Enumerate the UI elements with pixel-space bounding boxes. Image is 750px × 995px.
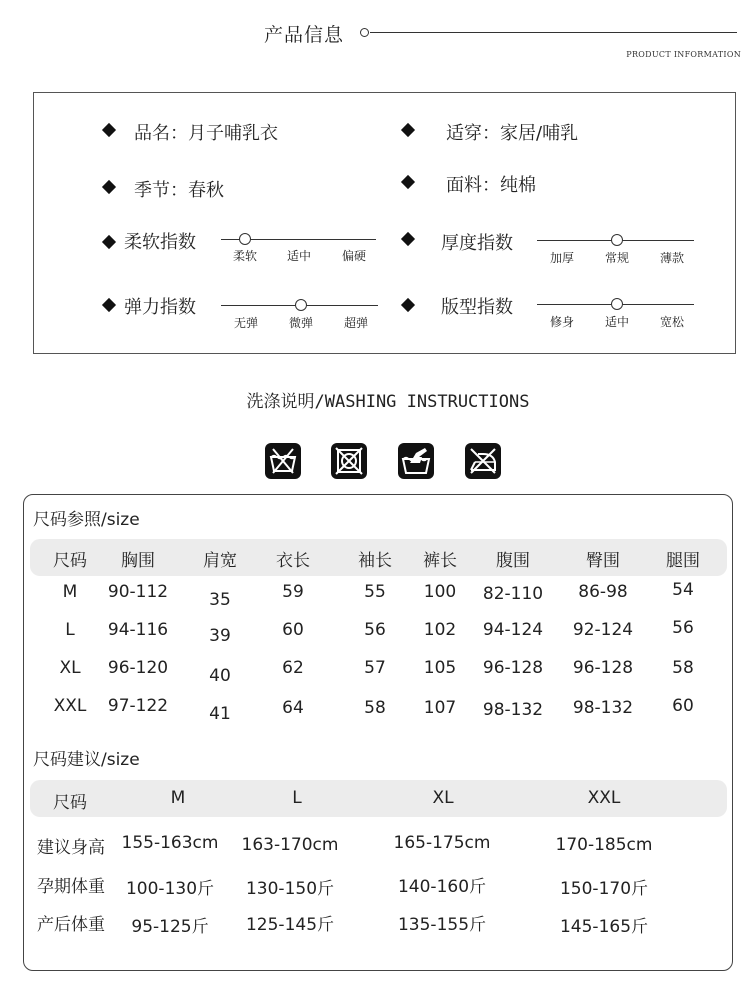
table-cell: 35: [209, 590, 231, 610]
size-table-header: 腹围: [496, 551, 530, 571]
table-cell: 60: [282, 620, 304, 640]
table-cell: 102: [423, 620, 457, 640]
product-fabric: 面料：纯棉: [446, 175, 536, 196]
table-cell: 60: [672, 696, 694, 716]
scale-option: 薄款: [659, 251, 685, 265]
page-subtitle: PRODUCT INFORMATION: [626, 50, 741, 59]
table-cell: M: [62, 582, 78, 602]
size-advice-header-band: [30, 780, 727, 817]
size-advice-title: 尺码建议/size: [33, 750, 140, 770]
table-cell: 163-170cm: [241, 835, 339, 855]
table-cell: 105: [423, 658, 457, 678]
scale-option: 适中: [604, 315, 630, 329]
table-cell: 98-132: [482, 700, 544, 720]
table-cell: XXL: [53, 696, 87, 716]
scale-option: 超弹: [343, 316, 369, 330]
table-cell: 86-98: [578, 582, 628, 602]
table-cell: 100: [423, 582, 457, 602]
size-table-header: 腿围: [666, 551, 700, 571]
size-table-header: 肩宽: [203, 551, 237, 571]
table-cell: 96-120: [107, 658, 169, 678]
table-cell: 140-160斤: [397, 877, 487, 897]
table-cell: 58: [672, 658, 694, 678]
product-name: 品名：月子哺乳衣: [134, 123, 278, 144]
scale-option: 柔软: [232, 249, 258, 263]
table-cell: 56: [672, 618, 694, 638]
table-cell: 97-122: [107, 696, 169, 716]
size-advice-header: XXL: [587, 788, 621, 808]
table-cell: 64: [282, 698, 304, 718]
scale-option: 加厚: [549, 251, 575, 265]
no-tumble-dry-icon: [331, 443, 367, 479]
table-cell: 107: [423, 698, 457, 718]
scale-option: 微弹: [288, 316, 314, 330]
table-cell: 39: [209, 626, 231, 646]
table-cell: 130-150斤: [245, 879, 335, 899]
table-cell: 150-170斤: [559, 879, 649, 899]
advice-row-label: 产后体重: [37, 915, 105, 935]
table-cell: 55: [364, 582, 386, 602]
scale-option: 修身: [549, 315, 575, 329]
table-cell: 135-155斤: [397, 915, 487, 935]
product-usage: 适穿：家居/哺乳: [446, 123, 579, 144]
table-cell: 90-112: [107, 582, 169, 602]
table-cell: 41: [209, 704, 231, 724]
table-cell: 57: [364, 658, 386, 678]
size-advice-header: 尺码: [53, 793, 87, 813]
scale-label: 柔软指数: [124, 232, 196, 253]
table-cell: 94-124: [482, 620, 544, 640]
scale-option: 偏硬: [341, 249, 367, 263]
header-divider: [370, 32, 737, 33]
washing-title: 洗涤说明/WASHING INSTRUCTIONS: [246, 392, 530, 412]
table-cell: 100-130斤: [125, 879, 215, 899]
table-cell: 56: [364, 620, 386, 640]
no-wash-icon: [265, 443, 301, 479]
table-cell: 125-145斤: [245, 915, 335, 935]
scale-option: 适中: [286, 249, 312, 263]
size-table-header: 胸围: [121, 551, 155, 571]
table-cell: 165-175cm: [393, 833, 491, 853]
table-cell: 62: [282, 658, 304, 678]
size-advice-header: M: [170, 788, 186, 808]
table-cell: 145-165斤: [559, 917, 649, 937]
table-cell: 40: [209, 666, 231, 686]
scale-option: 常规: [604, 251, 630, 265]
table-cell: 59: [282, 582, 304, 602]
advice-row-label: 孕期体重: [37, 877, 105, 897]
table-cell: 54: [672, 580, 694, 600]
size-advice-header: XL: [432, 788, 454, 808]
advice-row-label: 建议身高: [37, 838, 105, 858]
table-cell: 82-110: [482, 584, 544, 604]
size-table-title: 尺码参照/size: [33, 510, 140, 530]
hand-wash-icon: [398, 443, 434, 479]
table-cell: 155-163cm: [121, 833, 219, 853]
scale-indicator-icon: [611, 298, 623, 310]
table-cell: XL: [59, 658, 81, 678]
no-iron-icon: [465, 443, 501, 479]
scale-label: 版型指数: [441, 297, 513, 318]
table-cell: 58: [364, 698, 386, 718]
table-cell: 96-128: [482, 658, 544, 678]
size-table-header: 臀围: [586, 551, 620, 571]
header-circle-ornament: [360, 28, 369, 37]
size-table-header: 尺码: [53, 551, 87, 571]
product-season: 季节：春秋: [134, 180, 224, 201]
scale-label: 厚度指数: [441, 233, 513, 254]
table-cell: 92-124: [572, 620, 634, 640]
table-cell: 95-125斤: [131, 917, 209, 937]
table-cell: L: [65, 620, 75, 640]
table-cell: 94-116: [107, 620, 169, 640]
size-table-header: 袖长: [358, 551, 392, 571]
size-table-header: 裤长: [423, 551, 457, 571]
scale-label: 弹力指数: [124, 297, 196, 318]
table-cell: 170-185cm: [555, 835, 653, 855]
table-cell: 96-128: [572, 658, 634, 678]
scale-option: 宽松: [659, 315, 685, 329]
page-title: 产品信息: [264, 24, 345, 46]
scale-option: 无弹: [233, 316, 259, 330]
scale-indicator-icon: [295, 299, 307, 311]
scale-indicator-icon: [239, 233, 251, 245]
size-table-header: 衣长: [276, 551, 310, 571]
size-advice-header: L: [292, 788, 302, 808]
table-cell: 98-132: [572, 698, 634, 718]
scale-indicator-icon: [611, 234, 623, 246]
